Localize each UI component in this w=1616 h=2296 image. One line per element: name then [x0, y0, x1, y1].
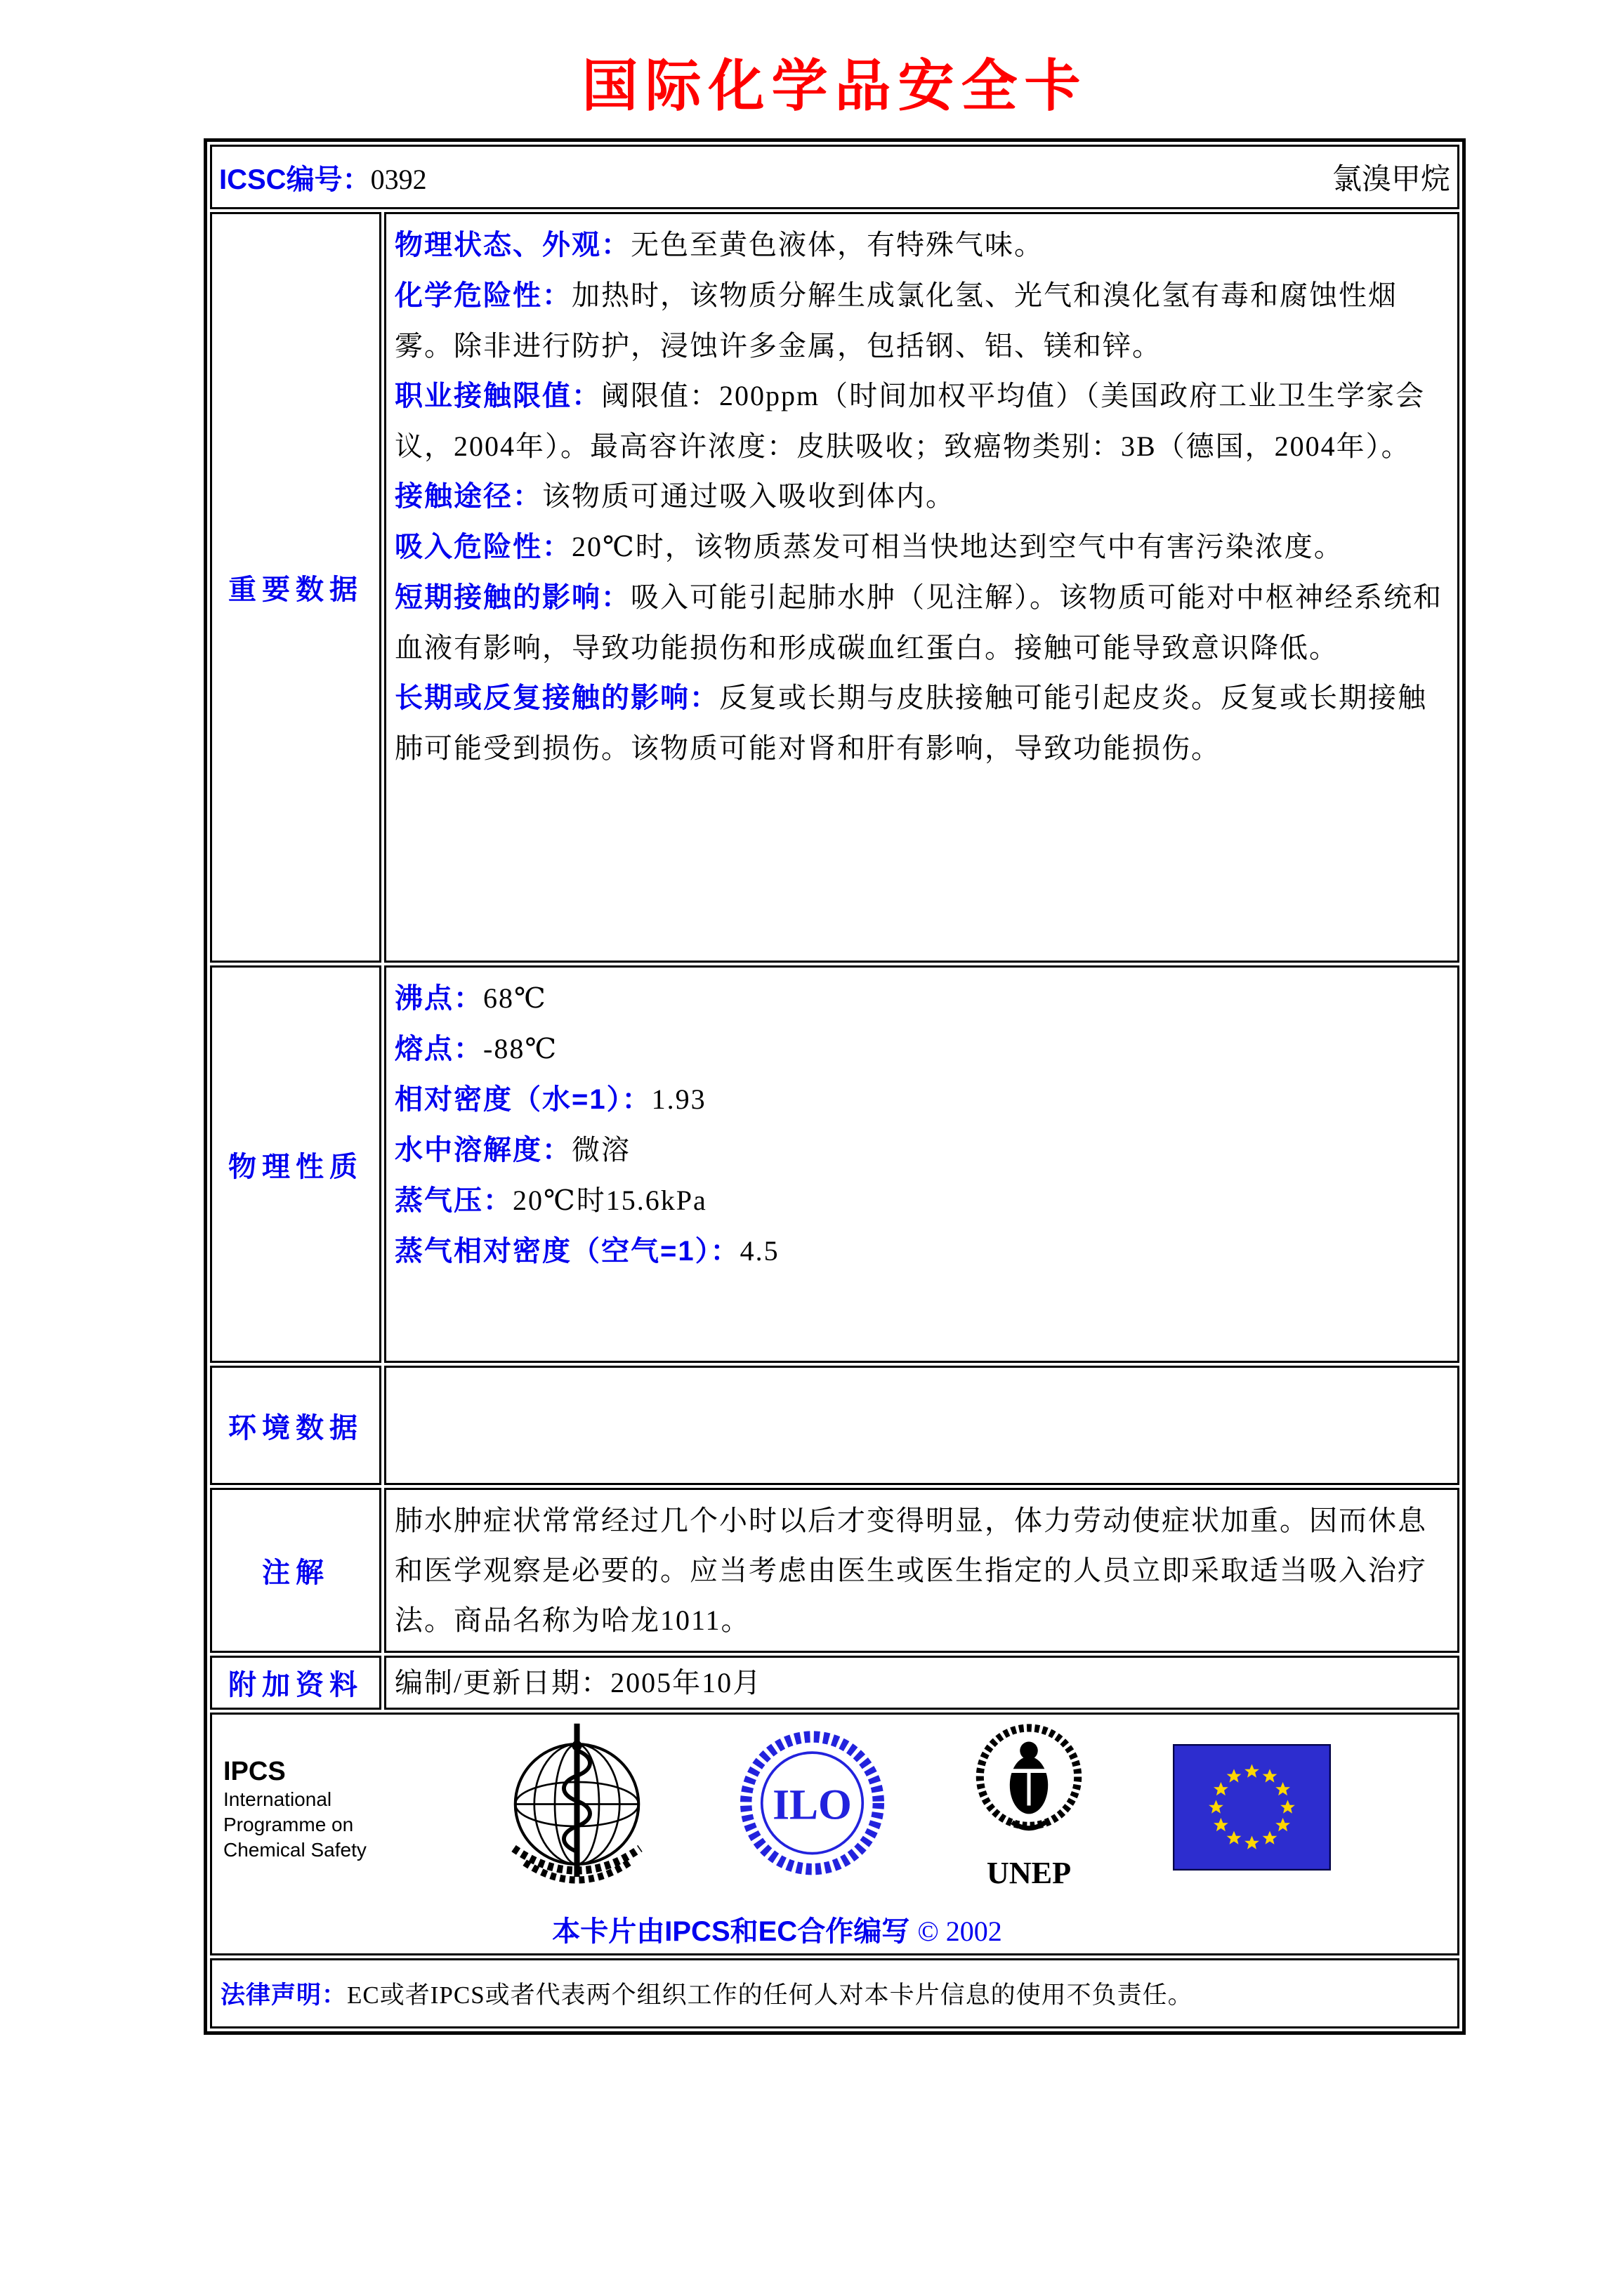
field-short-term-effects: [395, 572, 1450, 673]
safety-card-table: [204, 138, 1466, 2035]
field-exposure-routes: [395, 471, 1450, 522]
section-label-important-data: 重要数据: [210, 212, 381, 963]
ipcs-line2: Programme on: [223, 1813, 354, 1835]
field-label: 化学危险性：: [395, 280, 572, 311]
field-label: 蒸气相对密度（空气=1）：: [395, 1236, 740, 1267]
field-label: 长期或反复接触的影响：: [395, 682, 719, 713]
field-label: 短期接触的影响：: [395, 582, 631, 613]
header-cell: [210, 145, 1459, 209]
field-label: 沸点：: [395, 983, 483, 1014]
field-label: 吸入危险性：: [395, 532, 572, 562]
environmental-data-row: [210, 1366, 1459, 1485]
field-text: 无色至黄色液体，有特殊气味。: [631, 229, 1044, 260]
field-text: 吸入可能引起肺水肿（见注解）。该物质可能对中枢神经系统和血液有影响，导致功能损伤和形成碳血红蛋白。接触可能导致意识降低。: [395, 581, 1443, 664]
unep-logo-label: UNEP: [986, 1855, 1071, 1890]
logos-strip: [223, 1719, 1331, 1899]
section-label-notes: 注解: [210, 1488, 381, 1653]
field-text: 1.93: [651, 1083, 707, 1115]
physical-properties-row: [210, 965, 1459, 1363]
ilo-logo-icon: [740, 1727, 884, 1892]
field-text: 68℃: [483, 982, 547, 1014]
ipcs-title: IPCS: [223, 1756, 286, 1786]
field-text: 4.5: [740, 1235, 780, 1267]
field-vapor-relative-density: [395, 1226, 1450, 1276]
field-long-term-effects: [395, 673, 1450, 773]
field-inhalation-risk: [395, 522, 1450, 572]
field-label: 水中溶解度：: [395, 1135, 572, 1166]
additional-info-content: [384, 1656, 1459, 1710]
notes-row: [210, 1488, 1459, 1653]
ipcs-text-block: [223, 1756, 413, 1863]
environmental-data-content: [384, 1366, 1459, 1485]
field-water-solubility: [395, 1125, 1450, 1175]
ipcs-line1: International: [223, 1788, 332, 1810]
field-occupational-limits: [395, 371, 1450, 471]
important-data-row: [210, 212, 1459, 963]
icsc-number-value: 0392: [370, 163, 427, 195]
field-label: 蒸气压：: [395, 1185, 513, 1216]
additional-info-row: [210, 1656, 1459, 1710]
field-label: 熔点：: [395, 1034, 483, 1064]
field-boiling-point: [395, 973, 1450, 1024]
legal-row: [210, 1958, 1459, 2028]
field-text: 阈限值：200ppm（时间加权平均值）（美国政府工业卫生学家会议，2004年）。最高容许浓度：皮肤吸收；致癌物类别：3B（德国，2004年）。: [395, 380, 1426, 462]
update-date-text: 编制/更新日期：2005年10月: [395, 1667, 763, 1698]
legal-label: 法律声明：: [221, 1981, 348, 2009]
cooperation-year: © 2002: [917, 1915, 1002, 1947]
field-text: 20℃时15.6kPa: [513, 1185, 707, 1216]
legal-cell: [210, 1958, 1459, 2028]
ipcs-line3: Chemical Safety: [223, 1838, 367, 1861]
field-label: 物理状态、外观：: [395, 230, 631, 260]
cooperation-note: [223, 1909, 1331, 1949]
field-relative-density: [395, 1074, 1450, 1125]
field-label: 接触途径：: [395, 481, 542, 512]
section-label-physical-properties: 物理性质: [210, 965, 381, 1363]
field-text: -88℃: [483, 1033, 558, 1064]
unep-logo-icon: [969, 1720, 1089, 1899]
important-data-content: [384, 212, 1459, 963]
field-text: 反复或长期与皮肤接触可能引起皮炎。反复或长期接触肺可能受到损伤。该物质可能对肾和肝有影响，导致功能损伤。: [395, 682, 1427, 764]
logos-cell: [210, 1713, 1459, 1955]
field-label: 职业接触限值：: [395, 381, 601, 411]
field-melting-point: [395, 1024, 1450, 1074]
notes-text: 肺水肿症状常常经过几个小时以后才变得明显，体力劳动使症状加重。因而休息和医学观察是必要的。应当考虑由医生或医生指定的人员立即采取适当吸入治疗法。商品名称为哈龙1011。: [395, 1505, 1427, 1636]
section-label-additional-info: 附加资料: [210, 1656, 381, 1710]
legal-text: EC或者IPCS或者代表两个组织工作的任何人对本卡片信息的使用不负责任。: [347, 1981, 1193, 2009]
icsc-number-label: ICSC编号：: [219, 164, 371, 195]
header-row: [210, 145, 1459, 209]
field-text: 该物质可通过吸入吸收到体内。: [542, 480, 955, 512]
chemical-name: 氯溴甲烷: [1332, 164, 1450, 196]
icsc-number-group: [219, 157, 427, 197]
section-label-environmental-data: 环境数据: [210, 1366, 381, 1485]
field-label: 相对密度（水=1）：: [395, 1084, 652, 1115]
logos-row: [210, 1713, 1459, 1955]
page-title: 国际化学品安全卡: [582, 56, 1088, 118]
field-vapor-pressure: [395, 1175, 1450, 1226]
field-chemical-danger: [395, 270, 1450, 371]
field-text: 加热时，该物质分解生成氯化氢、光气和溴化氢有毒和腐蚀性烟雾。除非进行防护，浸蚀许多金属，包括钢、铝、镁和锌。: [395, 279, 1398, 362]
who-logo-icon: [498, 1719, 656, 1899]
ilo-logo-label: ILO: [773, 1781, 852, 1829]
field-text: 20℃时，该物质蒸发可相当快地达到空气中有害污染浓度。: [572, 531, 1344, 562]
field-text: 微溶: [572, 1134, 631, 1166]
cooperation-text: 本卡片由IPCS和EC合作编写: [552, 1916, 910, 1947]
eu-flag-icon: [1173, 1744, 1331, 1874]
physical-properties-content: [384, 965, 1459, 1363]
field-physical-state: [395, 220, 1450, 270]
notes-content: [384, 1488, 1459, 1653]
